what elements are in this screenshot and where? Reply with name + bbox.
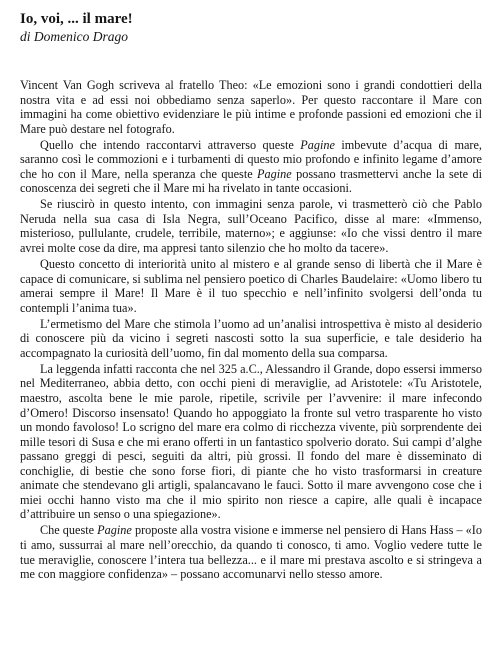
text-run: proposte alla vostra visione e immerse nel pensiero di Hans Hass – «Io ti amo, sussurrai al mare nell’orecchio, da quando ti conosco, ti amo. Voglio vedere tutte le tue meraviglie, conoscere l’intera tua bellezza... e il mare mi prestava ascolto e si stringeva a me con maggiore confidenza» – possano accomunarvi nello stesso amore. (20, 523, 482, 582)
text-run: Se riuscirò in questo intento, con immagini senza parole, vi trasmetterò ciò che Pablo Neruda nella sua casa di Isla Negra, sull’Oceano Pacifico, disse al mare: «Immenso, misterioso, pullulante, crudele, terribile, materno»; e aggiunse: «Io che vissi dentro il mare avrei molte cose da dire, ma appresi tanto silenzio che ho molto da tacere». (20, 197, 482, 256)
paragraph-3 (20, 197, 482, 255)
text-run: Questo concetto di interiorità unito al mistero e al grande senso di libertà che il Mare è capace di comunicare, si sublima nel pensiero poetico di Charles Baudelaire: «Uomo libero tu amerai sempre il Mare! Il Mare è il tuo specchio e nell’infinito svolgersi dell’onda tu contempli l’anima tua». (20, 257, 482, 315)
paragraph-7 (20, 523, 482, 581)
article-body (20, 78, 482, 582)
text-run: Quello che intendo raccontarvi attraverso queste (40, 137, 301, 152)
paragraph-1 (20, 78, 482, 136)
article-header (20, 0, 482, 45)
italic-word: Pagine (300, 137, 335, 152)
paragraph-6 (20, 362, 482, 522)
text-run: imbevute d’acqua di mare, saranno così le commozioni e i turbamenti di questo mio profondo e infinito legame d’amore che ho con il Mare, nella speranza che queste (20, 137, 482, 181)
italic-word: Pagine (97, 523, 132, 538)
italic-word: Pagine (257, 166, 292, 181)
paragraph-4 (20, 257, 482, 315)
text-run: Che queste (40, 523, 98, 538)
article-title: Io, voi, ... il mare! (20, 11, 133, 27)
article-author: di Domenico Drago (20, 29, 128, 44)
text-run: L’ermetismo del Mare che stimola l’uomo ad un’analisi introspettiva è misto al desiderio di conoscere più da vicino i segreti nascosti sotto la sua superficie, e tale desiderio ha accompagnato la curiosità dell’uomo, fin dal momento della sua comparsa. (20, 316, 482, 360)
text-run: La leggenda infatti racconta che nel 325 a.C., Alessandro il Grande, dopo essersi immerso nel Mediterraneo, abbia detto, con occhi pieni di meraviglie, ad Aristotele: «Tu Aristotele, maestro, ascolta bene le mie parole, ripetile, scrivile per l’avvenire: il mare infecondo d’Omero! Discorso insensato! Quando ho appoggiato la fronte sul vetro trasparente ho visto un mondo favoloso! Lo scrigno del mare era colmo di ricchezza vivente, più sorprendente dei mille tesori di Susa e che mi erano offerti in un fantastico spolverio dorato. Sui campi d’alghe passano greggi di pesci, seguiti da altri, più grossi. Il fondo del mare è disseminato di conchiglie, di bestie che sono forse fiori, di piante che ho visto trasformarsi in creature animate che stendevano gli artigli, spalancavano le fauci. Sotto il mare avvengono cose che i miei occhi hanno visto ma che il mio spirito non riesce a capire, alle quali è incapace d’attribuire un senso o una spiegazione». (20, 361, 482, 522)
paragraph-2 (20, 138, 482, 196)
text-run: possano trasmettervi anche la sete di conoscenza dei segreti che il Mare mi ha rivelato in tante occasioni. (20, 166, 482, 196)
text-run: Vincent Van Gogh scriveva al fratello Theo: «Le emozioni sono i grandi condottieri della nostra vita e ad essi noi obbediamo senza saperlo». Per questo raccontare il Mare con immagini ha come obiettivo evidenziare le più intime e profonde passioni ed emozioni che il Mare può destare nel fotografo. (20, 78, 482, 136)
paragraph-5 (20, 317, 482, 361)
